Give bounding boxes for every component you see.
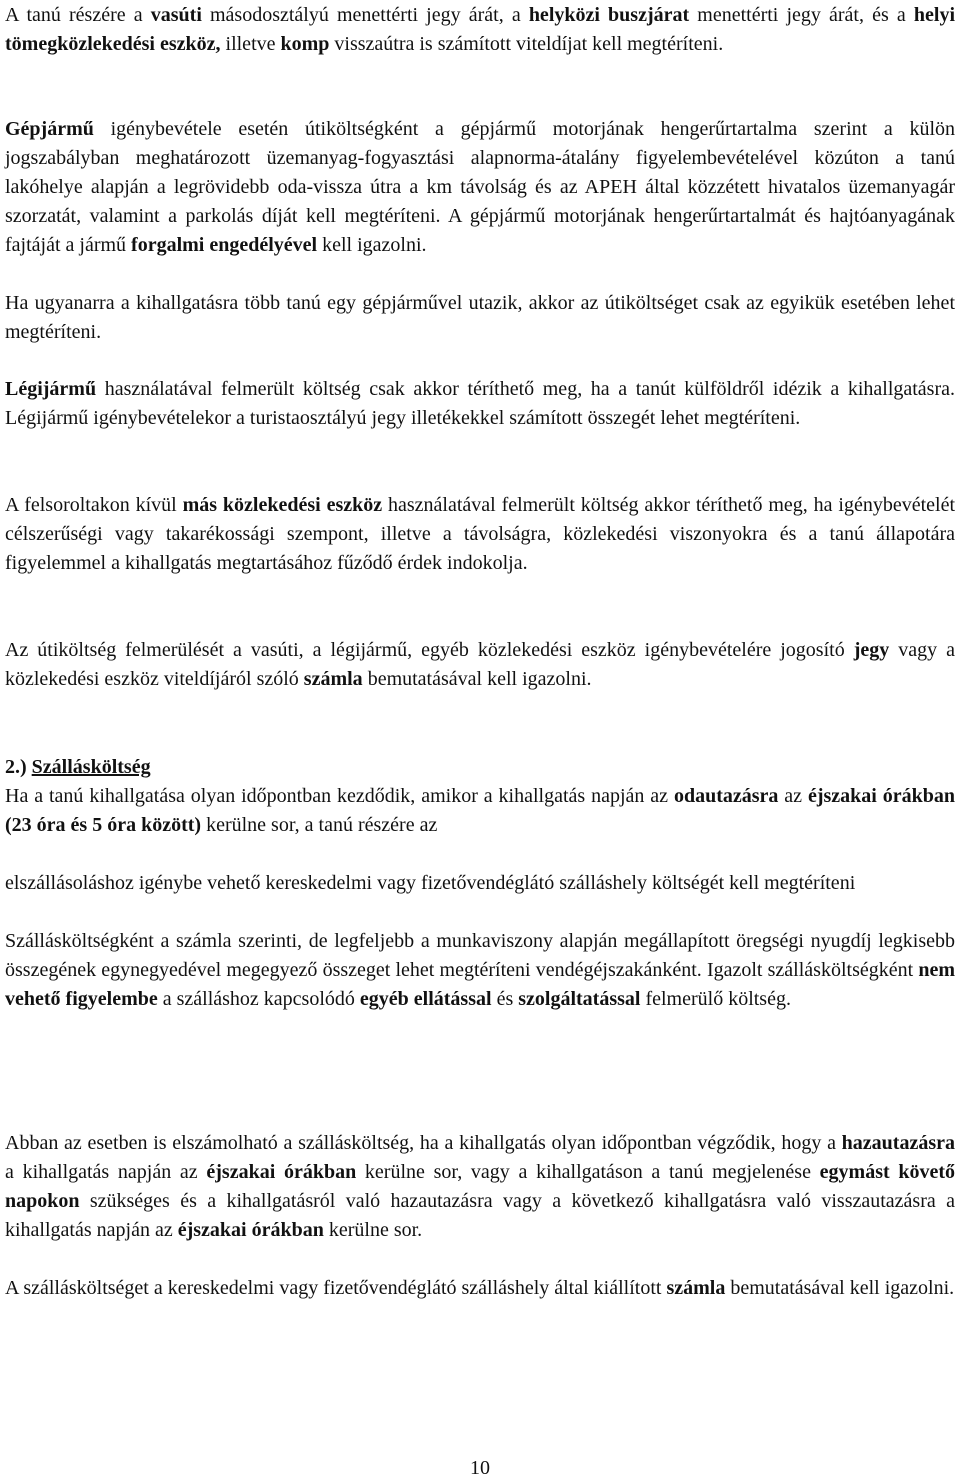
text-run: felmerülő költség. [640,988,791,1010]
text-run: a szálláshoz kapcsolódó [157,988,360,1010]
bold-text-run: számla [666,1277,726,1299]
paragraph-travel-ticket [5,1,955,59]
bold-text-run: egyéb ellátással [359,988,492,1010]
text-run: bemutatásával kell igazolni. [362,668,592,690]
text-run: a kihallgatás napján az [5,1161,207,1183]
paragraph-return-night [5,1129,955,1245]
bold-text-run: más közlekedési eszköz [182,494,383,516]
text-run: kell igazolni. [317,234,427,256]
bold-text-run: Gépjármű [5,118,94,140]
bold-text-run: nem vehető figyelembe [5,959,955,1010]
text-run: vagy a közlekedési eszköz viteldíjáról szóló [5,639,955,690]
paragraph-proof-of-travel [5,636,955,694]
text-run: illetve [220,33,281,55]
text-run: visszaútra is számított viteldíjat kell megtéríteni. [329,33,724,55]
bold-text-run: jegy [853,639,890,661]
text-run: használatával felmerült költség csak akkor téríthető meg, ha a tanút külföldről idézik a kihallgatásra. Légijármű igénybevételekor a turistaosztályú jegy illetékekkel számított összegét lehet megtéríteni. [5,378,955,429]
paragraph-shared-car [5,289,955,347]
text-run: használatával felmerült költség akkor téríthető meg, ha igénybevételét célszerűségi vagy takarékossági szempont, illetve a távolságra, közlekedési viszonyokra és a tanú állapotára figyelemmel a kihallgatás megtartásához fűződő érdek indokolja. [5,494,956,574]
text-run: bemutatásával kell igazolni. [725,1277,955,1299]
bold-text-run: komp [280,33,330,55]
text-run: Az útiköltség felmerülését a vasúti, a légijármű, egyéb közlekedési eszköz igénybevételére jogosító [5,639,854,661]
bold-text-run: odautazásra [673,785,779,807]
bold-text-run: egymást követő napokon [5,1161,956,1212]
paragraph-accommodation-proof [5,1274,955,1303]
text-run: menettérti jegy árát, és a [689,4,914,26]
text-run: Abban az esetben is elszámolható a szállásköltség, ha a kihallgatás olyan időpontban végződik, hogy a [5,1132,842,1154]
bold-text-run: vasúti [150,4,202,26]
paragraph-accommodation-limit [5,927,955,1014]
text-run: Ha a tanú kihallgatása olyan időpontban kezdődik, amikor a kihallgatás napján az [5,785,674,807]
text-run: másodosztályú menettérti jegy árát, a [201,4,529,26]
paragraph-aircraft [5,375,955,433]
paragraph-night-arrival [5,782,955,840]
text-run: igénybevétele esetén útiköltségként a gépjármű motorjának hengerűrtartalma szerint a külön jogszabályban meghatározott üzemanyag-fogyasztási alapnorma-átalány figyelembevételével közúton a tanú lakóhelye alapján a legrövidebb oda-vissza útra a km távolság és az APEH által közzétett hivatalos üzemanyagár szorzatát, valamint a parkolás díját kell megtéríteni. A gépjármű motorjának hengerűrtartalmát és hajtóanyagának fajtáját a jármű [5,118,955,256]
bold-text-run: számla [303,668,363,690]
text-run: Ha ugyanarra a kihallgatásra több tanú egy gépjárművel utazik, akkor az útiköltséget csak az egyikük esetében lehet megtéríteni. [5,292,955,343]
section-number: 2.) [5,756,27,778]
text-run: kerülne sor, a tanú részére az [201,814,438,836]
bold-text-run: helyi tömegközlekedési eszköz, [5,4,956,55]
text-run: kerülne sor. [323,1219,423,1241]
text-run: A felsoroltakon kívül [5,494,183,516]
bold-text-run: Légijármű [5,378,97,400]
paragraph-car-usage [5,115,955,260]
bold-text-run: helyközi buszjárat [528,4,690,26]
bold-text-run: hazautazásra [841,1132,955,1154]
text-run: szükséges és a kihallgatásról való hazautazásra vagy a következő kihallgatásra való visszautazásra a kihallgatás napján az [5,1190,955,1241]
text-run: kerülne sor, vagy a kihallgatáson a tanú megjelenése [356,1161,820,1183]
bold-text-run: éjszakai órákban (23 óra és 5 óra között) [5,785,955,836]
paragraph-other-transport [5,491,955,578]
section-heading [5,753,151,782]
text-run: elszállásoláshoz igénybe vehető kereskedelmi vagy fizetővendéglátó szálláshely költségét kell megtéríteni [5,872,856,894]
text-run: az [778,785,808,807]
text-run: Szállásköltségként a számla szerinti, de legfeljebb a munkaviszony alapján megállapított öregségi nyugdíj legkisebb összegének egynegyedével megegyező összeget lehet megtéríteni vendégéjszakánként. Igazolt szállásköltségként [5,930,955,981]
bold-text-run: szolgáltatással [518,988,641,1010]
bold-text-run: forgalmi engedélyével [131,234,318,256]
section-title: Szállásköltség [31,756,151,778]
bold-text-run: éjszakai órákban [177,1219,324,1241]
page-number: 10 [470,1457,490,1479]
text-run: és [491,988,519,1010]
text-run: A tanú részére a [5,4,151,26]
paragraph-accommodation [5,869,955,898]
bold-text-run: éjszakai órákban [206,1161,357,1183]
text-run: A szállásköltséget a kereskedelmi vagy fizetővendéglátó szálláshely által kiállított [5,1277,667,1299]
